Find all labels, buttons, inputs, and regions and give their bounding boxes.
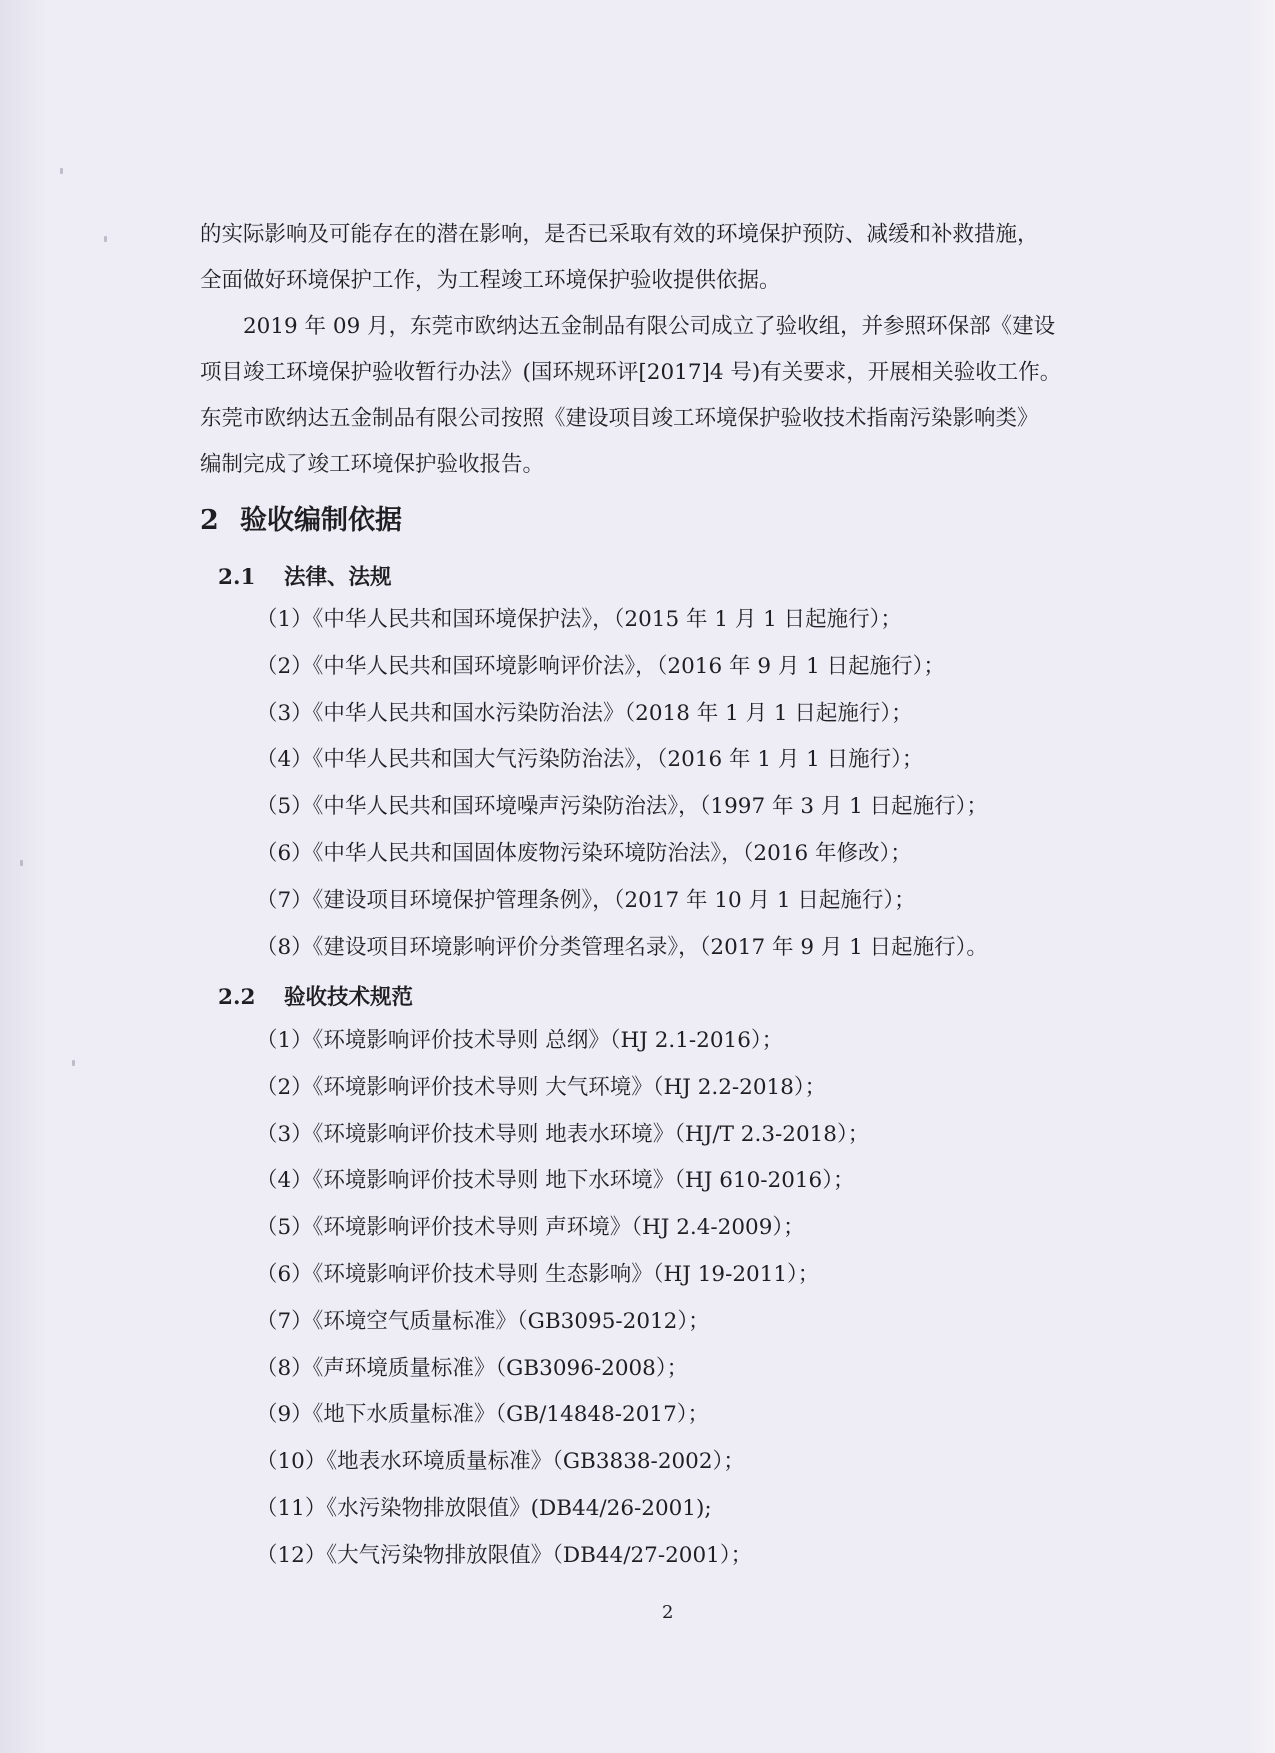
- body-text: [200, 212, 1150, 488]
- list-item: （7）《建设项目环境保护管理条例》，（2017 年 10 月 1 日起施行）；: [256, 887, 916, 913]
- section-number: 2: [200, 505, 219, 536]
- list-item: （6）《环境影响评价技术导则 生态影响》（HJ 19-2011）；: [256, 1261, 820, 1287]
- list-item: （5）《中华人民共和国环境噪声污染防治法》，（1997 年 3 月 1 日起施行）；: [256, 794, 988, 820]
- subsection-heading-2-1: [218, 560, 392, 591]
- scan-speck: [72, 1060, 75, 1066]
- intro-line: 全面做好环境保护工作，为工程竣工环境保护验收提供依据。: [200, 268, 781, 293]
- list-item: （1）《中华人民共和国环境保护法》，（2015 年 1 月 1 日起施行）；: [256, 607, 902, 632]
- subsection-number: 2.1: [218, 565, 256, 590]
- list-item: （2）《环境影响评价技术导则 大气环境》（HJ 2.2-2018）；: [256, 1074, 827, 1100]
- paragraph-line: 东莞市欧纳达五金制品有限公司按照《建设项目竣工环境保护验收技术指南污染影响类》: [200, 406, 1039, 431]
- scan-shadow-right: [1245, 0, 1275, 1753]
- list-item: （4）《环境影响评价技术导则 地下水环境》（HJ 610-2016）；: [256, 1168, 855, 1194]
- intro-line: 的实际影响及可能存在的潜在影响，是否已采取有效的环境保护预防、减缓和补救措施，: [200, 222, 1039, 247]
- list-item: （6）《中华人民共和国固体废物污染环境防治法》，（2016 年修改）；: [256, 840, 912, 866]
- subsection-heading-2-2: [218, 980, 413, 1011]
- list-item: （9）《地下水质量标准》（GB/14848-2017）；: [256, 1402, 710, 1428]
- subsection-title: 法律、法规: [284, 565, 392, 590]
- scan-speck: [104, 236, 107, 242]
- scan-speck: [20, 860, 23, 866]
- section-title: 验收编制依据: [240, 505, 402, 536]
- paragraph-line: 编制完成了竣工环境保护验收报告。: [200, 452, 545, 477]
- paragraph-line: 2019 年 09 月，东莞市欧纳达五金制品有限公司成立了验收组，并参照环保部《建设: [243, 314, 1056, 339]
- list-item: （8）《声环境质量标准》（GB3096-2008）；: [256, 1355, 689, 1381]
- list-item: （7）《环境空气质量标准》（GB3095-2012）；: [256, 1308, 710, 1334]
- paragraph-line: 项目竣工环境保护验收暂行办法》(国环规环评[2017]4 号)有关要求，开展相关验收工作。: [200, 360, 1062, 385]
- list-item: （5）《环境影响评价技术导则 声环境》（HJ 2.4-2009）；: [256, 1215, 805, 1241]
- list-item: （11）《水污染物排放限值》(DB44/26-2001);: [256, 1495, 712, 1521]
- list-item: （3）《中华人民共和国水污染防治法》（2018 年 1 月 1 日起施行）；: [256, 700, 913, 726]
- scan-speck: [60, 168, 63, 174]
- standards-list: [256, 1018, 869, 1580]
- scan-shadow-left: [0, 0, 48, 1753]
- page-number: 2: [662, 1602, 674, 1623]
- list-item: （8）《建设项目环境影响评价分类管理名录》，（2017 年 9 月 1 日起施行）。: [256, 934, 988, 960]
- subsection-title: 验收技术规范: [284, 985, 414, 1010]
- subsection-number: 2.2: [218, 985, 256, 1010]
- laws-list: [256, 597, 988, 971]
- list-item: （2）《中华人民共和国环境影响评价法》，（2016 年 9 月 1 日起施行）；: [256, 653, 945, 679]
- section-heading: [200, 498, 402, 537]
- list-item: （1）《环境影响评价技术导则 总纲》（HJ 2.1-2016）；: [256, 1028, 784, 1053]
- list-item: （10）《地表水环境质量标准》（GB3838-2002）；: [256, 1449, 745, 1475]
- list-item: （3）《环境影响评价技术导则 地表水环境》（HJ/T 2.3-2018）；: [256, 1121, 870, 1147]
- list-item: （4）《中华人民共和国大气污染防治法》，（2016 年 1 月 1 日施行）；: [256, 747, 924, 773]
- list-item: （12）《大气污染物排放限值》（DB44/27-2001）；: [256, 1542, 753, 1568]
